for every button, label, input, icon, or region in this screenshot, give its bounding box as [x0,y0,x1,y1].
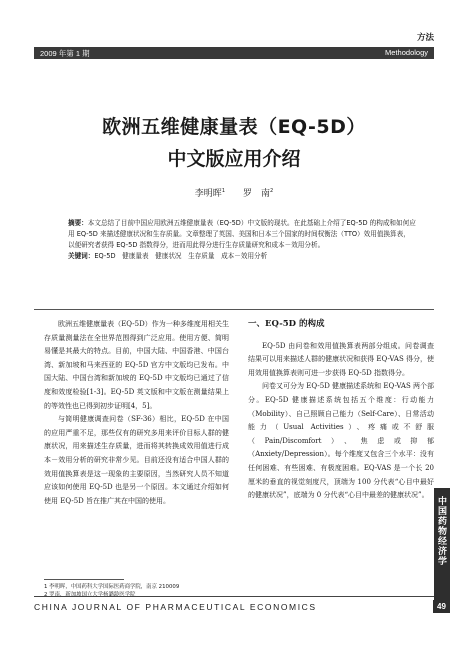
body-paragraph: 欧洲五维健康量表（EQ-5D）作为一种多维度用相关生存质量测量法在全世界范围得到广泛应用。使用方便、简明易懂是其最大的特点。目前，中国大陆、中国香港、中国台湾、新加坡和马来西亚的 EQ-5D 官方中文版均已发布。中国大陆、中国台湾和新加坡的 EQ-5D 中文版均已通过了信度和效度检验[1-3]。EQ-5D 英文版和中文版在测量结果上的等效性也已得到初步证明[4，5]。 [44,320,229,410]
footnote-divider [44,579,124,580]
body-column-left [44,318,229,508]
body-paragraph: 与简明健康调查问卷（SF-36）相比，EQ-5D 在中国的应用严重不足，那些仅有的研究多用来评价目标人群的健康状况，用来描述生存质量，进而将其转换成效用值进行成本－效用分析的研究非常少见。目前还没有适合中国人群的效用值换算表是这一现象的主要原因，当然研究人员不知道应该如何使用 EQ-5D 也是另一个原因。本文通过介绍如何使用 EQ-5D 旨在推广其在中国的使用。 [44,415,229,505]
body-paragraph: 问卷又可分为 EQ-5D 健康描述系统和 EQ-VAS 两个部分。EQ-5D 健康描述系统包括五个维度：行动能力（Mobility）、自己照顾自己能力（Self-Care）、日常活动能力（Usual Activities）、疼痛或不舒服（Pain/Discomfort）、焦虑或抑郁（Anxiety/Depression）。每个维度又包含三个水平：没有任何困难、有些困难、有极度困难。EQ-VAS 是一个长 20 厘米的垂直的视觉刻度尺，顶端为 100 分代表“心目中最好的健康状况”，底端为 0 分代表“心目中最差的健康状况”。 [248,382,434,500]
author-list [34,186,434,199]
section-label-en: Methodology [385,48,428,57]
footer-divider [34,596,434,597]
footnote: 1 李明晖，中国药科大学国际医药商学院，南京 210009 [44,584,180,590]
keywords-text: EQ-5D 健康量表 健康状况 生存质量 成本－效用分析 [94,252,268,260]
body-paragraph: EQ-5D 由问卷和效用值换算表两部分组成。问卷调查结果可以用来描述人群的健康状况和获得 EQ-VAS 得分，使用效用值换算表则可进一步获得 EQ-5D 指数得分。 [248,341,434,377]
abstract [68,218,416,262]
abstract-text: 本文总结了目前中国应用欧洲五维健康量表（EQ-5D）中文版的现状。在此基础上介绍了EQ-5D 的构成和如何应用 EQ-5D 来描述健康状况和生存质量。文章整理了英国、美国和日本三个国家的时间权衡法（TTO）效用值换算表，以便研究者获得 EQ-5D 指数得分，进而用此得分进行生存质量研究和成本－效用分析。 [68,219,416,249]
section-label-cn: 方法 [416,33,434,43]
author-name: 李明晖 [194,189,222,199]
author-name: 罗 南 [243,189,271,199]
keywords-label: 关键词： [68,252,95,260]
author-affiliation-mark: 1 [221,188,225,194]
issue-label: 2009 年第 1 期 [40,49,90,58]
side-tab-label: 中国药物经济学 [436,496,446,566]
page-number: 49 [433,600,450,613]
side-tab [434,488,450,606]
section-divider [34,309,434,310]
abstract-label: 摘要： [68,219,88,227]
body-column-right [248,318,434,503]
article-title-line2: 中文版应用介绍 [167,148,301,170]
header-band [34,47,434,59]
author-affiliation-mark: 2 [270,188,274,194]
section-heading: 一、EQ-5D 的构成 [248,319,325,329]
article-title-line1: 欧洲五维健康量表（EQ-5D） [102,116,366,138]
journal-name: CHINA JOURNAL OF PHARMACEUTICAL ECONOMICS [34,602,317,612]
footnote: 2 罗南，新加坡国立大学杨潞龄医学院 [44,592,136,598]
